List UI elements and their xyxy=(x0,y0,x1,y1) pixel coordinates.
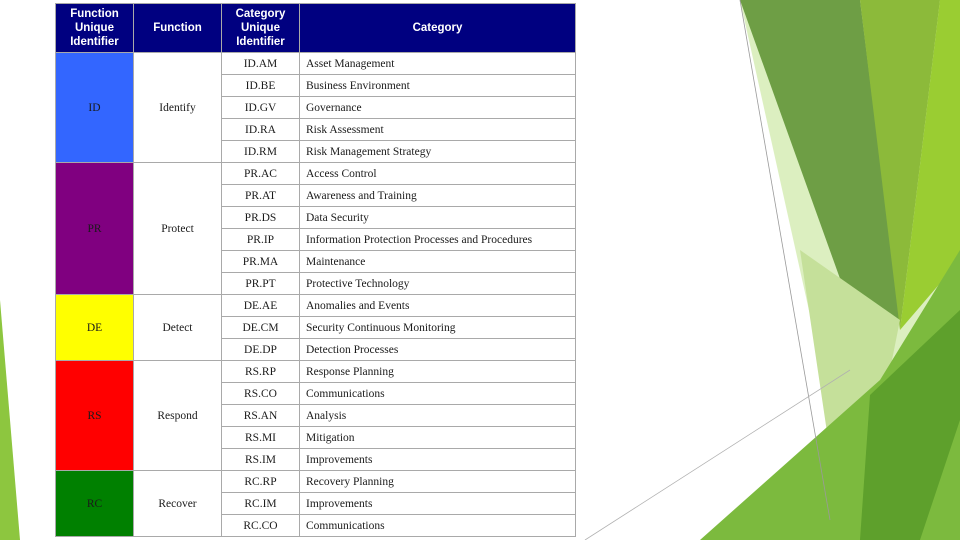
table-row xyxy=(56,361,576,383)
function-name-cell: Detect xyxy=(134,295,222,361)
category-id-cell: DE.CM xyxy=(222,317,300,339)
category-name-cell: Risk Assessment xyxy=(300,119,576,141)
function-id-cell: RS xyxy=(56,361,134,471)
category-name-cell: Detection Processes xyxy=(300,339,576,361)
category-id-cell: PR.MA xyxy=(222,251,300,273)
category-id-cell: PR.AC xyxy=(222,163,300,185)
category-id-cell: RC.CO xyxy=(222,515,300,537)
category-name-cell: Improvements xyxy=(300,449,576,471)
category-name-cell: Anomalies and Events xyxy=(300,295,576,317)
table-row xyxy=(56,471,576,493)
category-name-cell: Mitigation xyxy=(300,427,576,449)
table-row xyxy=(56,163,576,185)
function-name-cell: Identify xyxy=(134,53,222,163)
category-name-cell: Asset Management xyxy=(300,53,576,75)
header-row xyxy=(56,4,576,53)
category-id-cell: ID.BE xyxy=(222,75,300,97)
category-name-cell: Recovery Planning xyxy=(300,471,576,493)
header-category: Category xyxy=(300,4,576,53)
category-name-cell: Security Continuous Monitoring xyxy=(300,317,576,339)
category-id-cell: RC.IM xyxy=(222,493,300,515)
category-name-cell: Response Planning xyxy=(300,361,576,383)
category-name-cell: Governance xyxy=(300,97,576,119)
function-id-cell: DE xyxy=(56,295,134,361)
category-name-cell: Access Control xyxy=(300,163,576,185)
left-green-sliver xyxy=(0,300,20,540)
category-name-cell: Maintenance xyxy=(300,251,576,273)
category-id-cell: RS.MI xyxy=(222,427,300,449)
category-name-cell: Risk Management Strategy xyxy=(300,141,576,163)
category-id-cell: RS.AN xyxy=(222,405,300,427)
header-function: Function xyxy=(134,4,222,53)
table-row xyxy=(56,53,576,75)
category-name-cell: Communications xyxy=(300,515,576,537)
category-id-cell: RC.RP xyxy=(222,471,300,493)
category-name-cell: Awareness and Training xyxy=(300,185,576,207)
function-id-cell: PR xyxy=(56,163,134,295)
category-id-cell: RS.IM xyxy=(222,449,300,471)
category-id-cell: RS.CO xyxy=(222,383,300,405)
function-id-cell: ID xyxy=(56,53,134,163)
header-category-id: Category Unique Identifier xyxy=(222,4,300,53)
csf-framework-table xyxy=(55,3,576,537)
category-id-cell: PR.PT xyxy=(222,273,300,295)
table-row xyxy=(56,295,576,317)
category-id-cell: DE.DP xyxy=(222,339,300,361)
category-name-cell: Information Protection Processes and Procedures xyxy=(300,229,576,251)
category-name-cell: Protective Technology xyxy=(300,273,576,295)
category-id-cell: DE.AE xyxy=(222,295,300,317)
header-function-id: Function Unique Identifier xyxy=(56,4,134,53)
category-name-cell: Communications xyxy=(300,383,576,405)
category-name-cell: Improvements xyxy=(300,493,576,515)
category-name-cell: Analysis xyxy=(300,405,576,427)
category-id-cell: PR.IP xyxy=(222,229,300,251)
category-name-cell: Data Security xyxy=(300,207,576,229)
function-name-cell: Protect xyxy=(134,163,222,295)
category-id-cell: ID.GV xyxy=(222,97,300,119)
function-name-cell: Respond xyxy=(134,361,222,471)
table-body xyxy=(56,53,576,537)
category-name-cell: Business Environment xyxy=(300,75,576,97)
category-id-cell: PR.AT xyxy=(222,185,300,207)
category-id-cell: ID.RM xyxy=(222,141,300,163)
category-id-cell: ID.RA xyxy=(222,119,300,141)
function-id-cell: RC xyxy=(56,471,134,537)
category-id-cell: PR.DS xyxy=(222,207,300,229)
category-id-cell: ID.AM xyxy=(222,53,300,75)
function-name-cell: Recover xyxy=(134,471,222,537)
category-id-cell: RS.RP xyxy=(222,361,300,383)
